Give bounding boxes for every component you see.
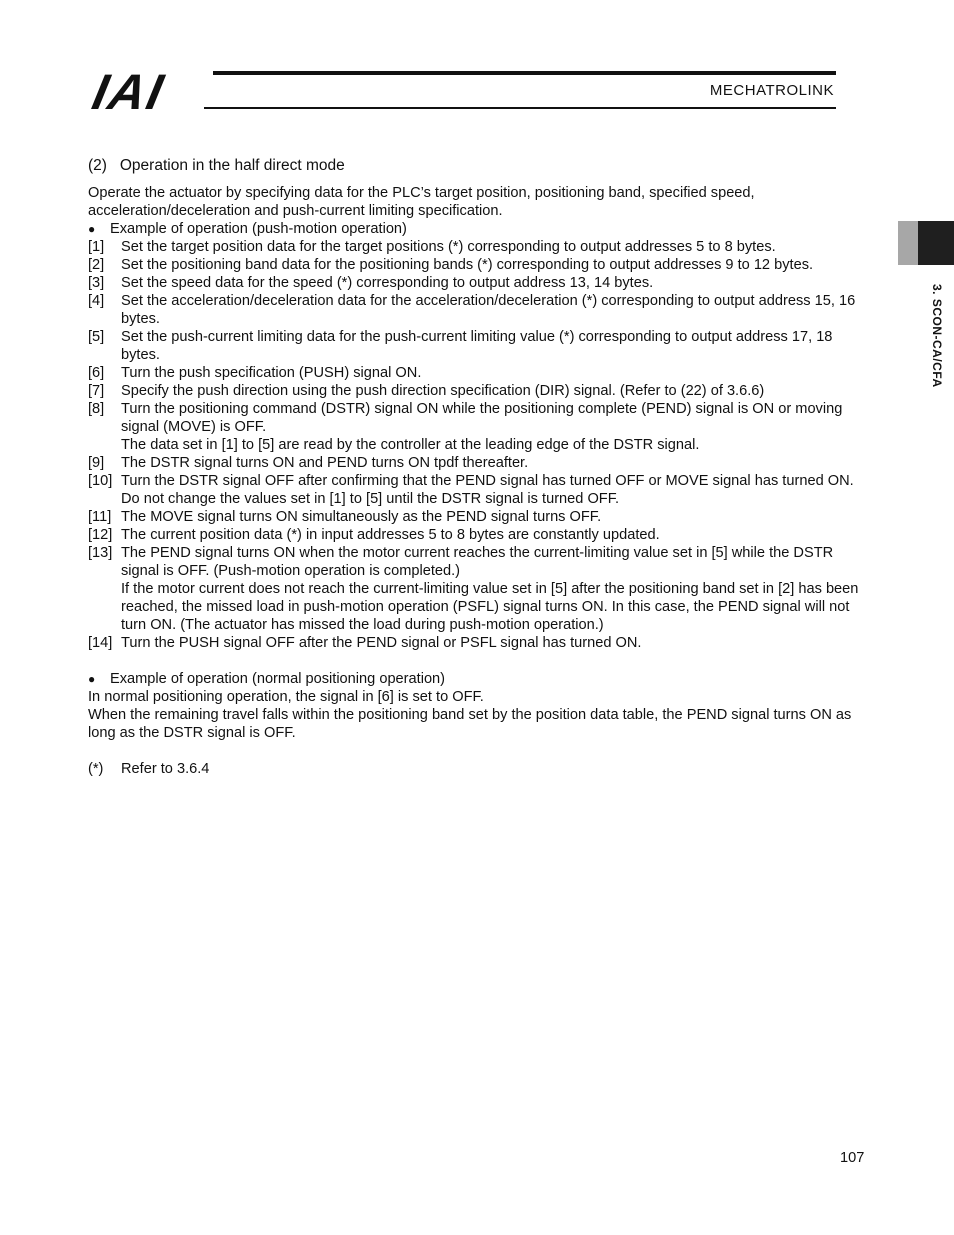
step-item — [88, 238, 870, 256]
step-text — [121, 274, 870, 292]
step-line: Turn the positioning command (DSTR) signal ON while the positioning complete (PEND) signal is ON or moving signal (MOVE) is OFF. — [121, 401, 843, 435]
step-number: [2] — [88, 257, 105, 273]
step-number: [1] — [88, 239, 105, 255]
step-line: If the motor current does not reach the current-limiting value set in [5] after the positioning band set in [2] has been reached, the missed load in push-motion operation (PSFL) signal turns ON. In this case, the PEND signal will not turn ON. (The actuator has missed the load during push-motion operation.) — [121, 581, 859, 633]
section-number: (2) — [88, 157, 107, 174]
section-title: Operation in the half direct mode — [119, 157, 345, 174]
step-item — [88, 292, 870, 328]
step-number: [5] — [88, 329, 105, 345]
spacer — [88, 652, 870, 670]
step-text — [121, 382, 870, 400]
page-content — [88, 156, 870, 778]
step-text — [121, 454, 870, 472]
step-number: [7] — [88, 383, 105, 399]
chapter-label: 3. SCON-CA/CFA — [930, 284, 944, 388]
step-item — [88, 382, 870, 400]
spacer — [88, 742, 870, 760]
step-text — [121, 508, 870, 526]
header-rule-thin — [204, 107, 836, 109]
step-item — [88, 544, 870, 634]
bullet-normal-example — [88, 670, 870, 688]
step-text — [121, 400, 870, 454]
section-heading — [88, 156, 870, 176]
step-item — [88, 364, 870, 382]
step-number: [6] — [88, 365, 105, 381]
step-item — [88, 472, 870, 508]
step-number: [13] — [88, 545, 113, 561]
page-number: 107 — [840, 1150, 865, 1166]
step-line: Turn the PUSH signal OFF after the PEND signal or PSFL signal has turned ON. — [121, 635, 642, 651]
bullet-icon: ● — [88, 672, 96, 686]
step-line: Specify the push direction using the push direction specification (DIR) signal. (Refer to (22) of 3.6.6) — [121, 383, 765, 399]
step-item — [88, 328, 870, 364]
step-line: The current position data (*) in input addresses 5 to 8 bytes are constantly updated. — [121, 527, 660, 543]
footnote-text: Refer to 3.6.4 — [121, 761, 210, 777]
chapter-tab-light — [898, 221, 918, 265]
step-text — [121, 544, 870, 634]
bullet-push-label: Example of operation (push-motion operation) — [110, 221, 407, 237]
normal-line-2: When the remaining travel falls within the positioning band set by the position data table, the PEND signal turns ON as long as the DSTR signal is OFF. — [88, 707, 852, 741]
iai-logo: IAI — [87, 64, 170, 120]
step-line: The data set in [1] to [5] are read by the controller at the leading edge of the DSTR signal. — [121, 437, 700, 453]
step-line: The PEND signal turns ON when the motor current reaches the current-limiting value set in [5] while the DSTR signal is OFF. (Push-motion operation is completed.) — [121, 545, 834, 579]
footnote-mark: (*) — [88, 761, 104, 777]
step-line: Set the speed data for the speed (*) corresponding to output address 13, 14 bytes. — [121, 275, 654, 291]
step-number: [14] — [88, 635, 113, 651]
step-item — [88, 634, 870, 652]
section-intro: Operate the actuator by specifying data for the PLC’s target position, positioning band, specified speed, acceleration/deceleration and push-current limiting specification. — [88, 185, 755, 219]
step-line: Set the positioning band data for the positioning bands (*) corresponding to output addresses 9 to 12 bytes. — [121, 257, 814, 273]
steps-list — [88, 238, 870, 652]
step-line: Turn the DSTR signal OFF after confirming that the PEND signal has turned OFF or MOVE signal has turned ON. Do not change the values set in [1] to [5] until the DSTR signal is turned OFF. — [121, 473, 854, 507]
step-text — [121, 292, 870, 328]
step-item — [88, 256, 870, 274]
step-text — [121, 328, 870, 364]
step-line: Turn the push specification (PUSH) signal ON. — [121, 365, 422, 381]
header-rule-thick — [213, 71, 836, 75]
step-number: [12] — [88, 527, 113, 543]
step-text — [121, 526, 870, 544]
step-item — [88, 274, 870, 292]
step-text — [121, 238, 870, 256]
step-item — [88, 508, 870, 526]
step-item — [88, 454, 870, 472]
bullet-push-example — [88, 220, 870, 238]
step-item — [88, 400, 870, 454]
header-label: MECHATROLINK — [709, 82, 834, 99]
step-line: Set the target position data for the target positions (*) corresponding to output addresses 5 to 8 bytes. — [121, 239, 776, 255]
chapter-tab-dark — [918, 221, 954, 265]
step-line: The MOVE signal turns ON simultaneously as the PEND signal turns OFF. — [121, 509, 602, 525]
footnote — [88, 760, 870, 778]
step-text — [121, 364, 870, 382]
step-text — [121, 256, 870, 274]
step-number: [11] — [88, 509, 112, 525]
normal-line-1: In normal positioning operation, the signal in [6] is set to OFF. — [88, 689, 484, 705]
step-number: [4] — [88, 293, 105, 309]
step-number: [10] — [88, 473, 113, 489]
step-text — [121, 472, 870, 508]
step-item — [88, 526, 870, 544]
step-number: [9] — [88, 455, 105, 471]
bullet-icon: ● — [88, 222, 96, 236]
bullet-normal-label: Example of operation (normal positioning operation) — [110, 671, 446, 687]
step-line: The DSTR signal turns ON and PEND turns ON tpdf thereafter. — [121, 455, 529, 471]
step-number: [3] — [88, 275, 105, 291]
step-line: Set the push-current limiting data for the push-current limiting value (*) corresponding to output address 17, 18 bytes. — [121, 329, 833, 363]
step-number: [8] — [88, 401, 105, 417]
step-line: Set the acceleration/deceleration data for the acceleration/deceleration (*) corresponding to output address 15, 16 bytes. — [121, 293, 856, 327]
step-text — [121, 634, 870, 652]
